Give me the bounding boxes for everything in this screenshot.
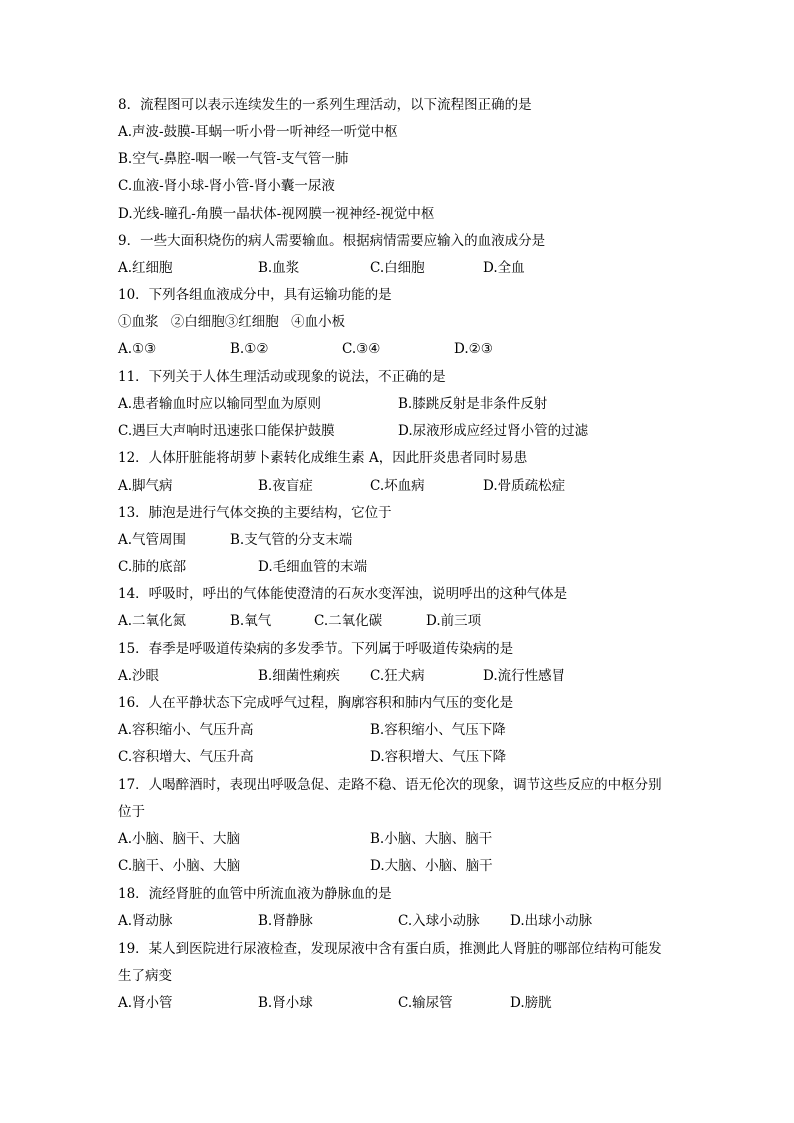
question-18-option-b: B.肾静脉 xyxy=(258,913,313,929)
question-14-option-a: A.二氧化氮 xyxy=(118,613,187,629)
question-18-option-a: A.肾动脉 xyxy=(118,913,173,929)
question-9-option-c: C.白细胞 xyxy=(370,260,425,276)
question-16-stem: 16．人在平静状态下完成呼气过程，胸廓容积和肺内气压的变化是 xyxy=(118,695,514,711)
question-16-option-d: D.容积增大、气压下降 xyxy=(370,749,507,765)
question-17-option-b: B.小脑、大脑、脑干 xyxy=(370,831,493,847)
question-19-option-c: C.输尿管 xyxy=(398,995,453,1011)
question-16-option-c: C.容积增大、气压升高 xyxy=(118,749,254,765)
question-13-stem: 13．肺泡是进行气体交换的主要结构，它位于 xyxy=(118,505,392,521)
question-13-option-b: B.支气管的分支末端 xyxy=(230,532,353,548)
question-9-option-b: B.血浆 xyxy=(258,260,300,276)
question-10-stem: 10．下列各组血液成分中，具有运输功能的是 xyxy=(118,287,392,303)
question-11-option-d: D.尿液形成应经过肾小管的过滤 xyxy=(398,423,589,439)
question-17-option-c: C.脑干、小脑、大脑 xyxy=(118,858,241,874)
question-17-stem-line2: 位于 xyxy=(118,804,145,820)
question-11-option-b: B.膝跳反射是非条件反射 xyxy=(398,396,548,412)
question-8-option-b: B.空气-鼻腔-咽一喉一气管-支气管一肺 xyxy=(118,151,349,167)
question-8-stem: 8．流程图可以表示连续发生的一系列生理活动，以下流程图正确的是 xyxy=(118,97,532,113)
question-11-option-c: C.遇巨大声响时迅速张口能保护鼓膜 xyxy=(118,423,335,439)
question-13-option-a: A.气管周围 xyxy=(118,532,187,548)
question-8-option-a: A.声波-鼓膜-耳蜗一听小骨一听神经一听觉中枢 xyxy=(118,124,398,140)
question-13-option-d: D.毛细血管的末端 xyxy=(258,559,368,575)
question-10-option-c: C.③④ xyxy=(342,341,381,357)
question-15-option-a: A.沙眼 xyxy=(118,668,160,684)
question-11-option-a: A.患者输血时应以输同型血为原则 xyxy=(118,396,322,412)
question-17-stem-line1: 17．人喝醉酒时，表现出呼吸急促、走路不稳、语无伦次的现象，调节这些反应的中枢分别 xyxy=(118,777,662,793)
question-18-option-d: D.出球小动脉 xyxy=(510,913,593,929)
question-10-option-b: B.①② xyxy=(230,341,269,357)
question-12-option-c: C.坏血病 xyxy=(370,478,425,494)
question-10-option-a: A.①③ xyxy=(118,341,157,357)
question-12-option-b: B.夜盲症 xyxy=(258,478,313,494)
question-12-option-d: D.骨质疏松症 xyxy=(483,478,566,494)
question-15-option-b: B.细菌性痢疾 xyxy=(258,668,340,684)
question-17-option-d: D.大脑、小脑、脑干 xyxy=(370,858,493,874)
question-18-stem: 18．流经肾脏的血管中所流血液为静脉血的是 xyxy=(118,886,392,902)
question-8-option-d: D.光线-瞳孔-角膜一晶状体-视网膜一视神经-视觉中枢 xyxy=(118,206,435,222)
question-9-stem: 9．一些大面积烧伤的病人需要输血。根据病情需要应输入的血液成分是 xyxy=(118,233,546,249)
question-13-option-c: C.肺的底部 xyxy=(118,559,187,575)
question-18-option-c: C.入球小动脉 xyxy=(398,913,480,929)
question-14-option-b: B.氧气 xyxy=(230,613,272,629)
question-19-option-a: A.肾小管 xyxy=(118,995,173,1011)
question-12-option-a: A.脚气病 xyxy=(118,478,173,494)
question-12-stem: 12．人体肝脏能将胡萝卜素转化成维生素 A，因此肝炎患者同时易患 xyxy=(118,450,528,466)
question-19-stem-line1: 19．某人到医院进行尿液检查，发现尿液中含有蛋白质，推测此人肾脏的哪部位结构可能发 xyxy=(118,941,662,957)
question-9-option-a: A.红细胞 xyxy=(118,260,173,276)
question-16-option-a: A.容积缩小、气压升高 xyxy=(118,722,254,738)
question-14-option-c: C.二氧化碳 xyxy=(314,613,383,629)
question-19-stem-line2: 生了病变 xyxy=(118,968,172,984)
question-15-stem: 15．春季是呼吸道传染病的多发季节。下列属于呼吸道传染病的是 xyxy=(118,641,514,657)
question-14-option-d: D.前三项 xyxy=(426,613,482,629)
question-19-option-d: D.膀胱 xyxy=(510,995,552,1011)
question-16-option-b: B.容积缩小、气压下降 xyxy=(370,722,506,738)
question-17-option-a: A.小脑、脑干、大脑 xyxy=(118,831,241,847)
question-14-stem: 14．呼吸时，呼出的气体能使澄清的石灰水变浑浊，说明呼出的这种气体是 xyxy=(118,586,568,602)
question-15-option-c: C.狂犬病 xyxy=(370,668,425,684)
question-15-option-d: D.流行性感冒 xyxy=(483,668,566,684)
question-19-option-b: B.肾小球 xyxy=(258,995,313,1011)
question-10-items: ①血浆 ②白细胞③红细胞 ④血小板 xyxy=(118,314,346,330)
question-8-option-c: C.血液-肾小球-肾小管-肾小囊一尿液 xyxy=(118,178,335,194)
question-10-option-d: D.②③ xyxy=(454,341,493,357)
question-11-stem: 11．下列关于人体生理活动或现象的说法，不正确的是 xyxy=(118,369,446,385)
question-9-option-d: D.全血 xyxy=(483,260,525,276)
